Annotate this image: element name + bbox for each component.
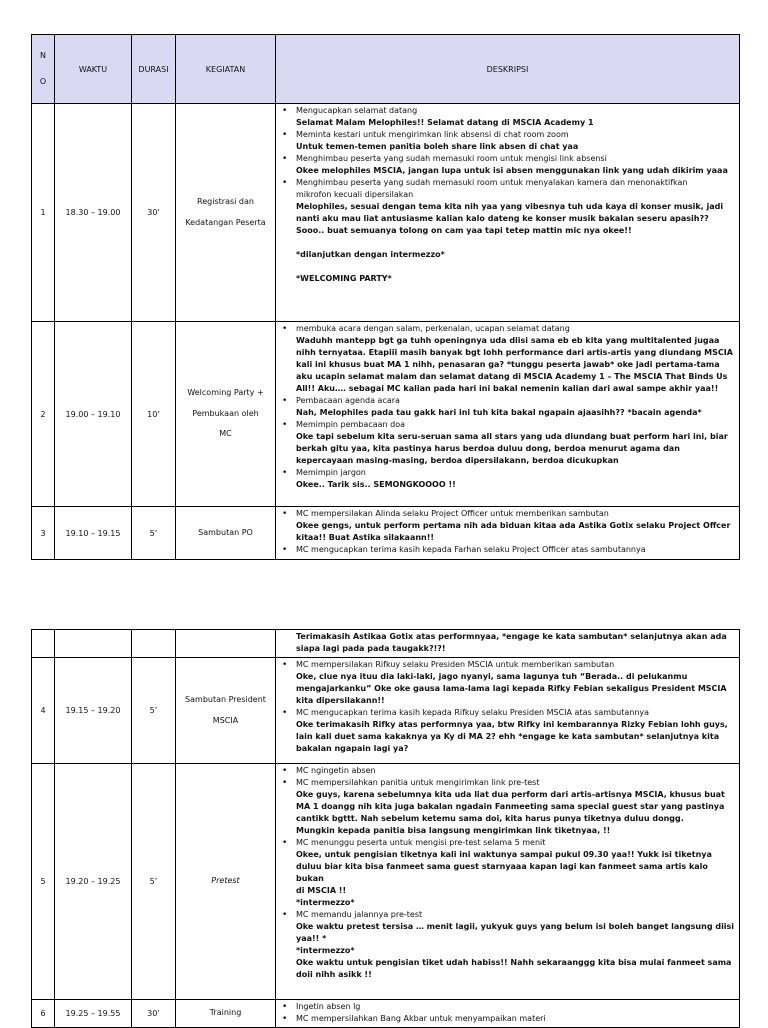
kegiatan-line: Welcoming Party + — [187, 387, 264, 397]
row-waktu: 18.30 – 19.00 — [55, 104, 132, 322]
table-row — [32, 1000, 740, 1028]
description-text: Oke terimakasih Rifky atas performnya yaa, btw Rifky ini kembarannya Rizky Febian lohh guys, — [296, 720, 728, 729]
table-row — [32, 507, 740, 560]
spacer — [296, 261, 735, 273]
description-text: bakalan ngapain lagi ya? — [296, 744, 409, 753]
empty-cell — [176, 630, 276, 658]
empty-cell — [55, 630, 132, 658]
description-item: • MC menunggu peserta untuk mengisi pre-test selama 5 menit — [296, 837, 735, 849]
row-durasi: 30' — [132, 104, 176, 322]
row-number: 5 — [32, 764, 55, 1000]
row-durasi: 10’ — [132, 322, 176, 507]
rundown-table-page-1 — [31, 34, 740, 560]
description-text: mengajarkanku” Oke oke gausa lama-lama lagi kepada Rifky Febian sekaligus President MSCIA — [296, 684, 727, 693]
table-row — [32, 764, 740, 1000]
row-deskripsi — [276, 507, 740, 560]
header-kegiatan: KEGIATAN — [176, 35, 276, 104]
description-text: Oke, clue nya ituu dia laki-laki, jago nyanyi, sama lagunya tuh “Berada.. di pelukanmu — [296, 672, 688, 681]
row-waktu: 19.15 – 19.20 — [55, 658, 132, 764]
continuation-deskripsi — [276, 630, 740, 658]
description-text: Okee melophiles MSCIA, jangan lupa untuk isi absen menggunakan link yang udah dikirim yaaa — [296, 166, 728, 175]
description-item: • MC memandu jalannya pre-test — [296, 909, 735, 921]
description-text: siapa lagi pada pada taugakk?!?! — [296, 644, 446, 653]
row-waktu: 19.00 – 19.10 — [55, 322, 132, 507]
description-text: Untuk temen-temen panitia boleh share link absen di chat yaa — [296, 142, 579, 151]
description-text: Melophiles, sesuai dengan tema kita nih yaa yang vibesnya tuh uda kaya di konser musik, jadi — [296, 202, 724, 211]
row-deskripsi — [276, 658, 740, 764]
description-item: • Menghimbau peserta yang sudah memasuki room untuk mengisi link absensi — [296, 153, 735, 165]
row-number: 2 — [32, 322, 55, 507]
description-text: Oke guys, karena sebelumnya kita uda liat dua perform dari artis-artisnya MSCIA, khusus buat — [296, 790, 725, 799]
kegiatan-line: Pembukaan oleh — [192, 408, 259, 418]
description-item: • MC mengucapkan terima kasih kepada Rifkuy selaku Presiden MSCIA atas sambutannya — [296, 707, 735, 719]
table-row — [32, 104, 740, 322]
kegiatan-line: Training — [209, 1008, 242, 1018]
description-text: di MSCIA !! — [296, 886, 347, 895]
description-item: • Memimpin pembacaan doa — [296, 419, 735, 431]
kegiatan-line: Sambutan PO — [198, 527, 253, 537]
row-kegiatan — [176, 104, 276, 322]
kegiatan-line: Registrasi dan — [197, 196, 254, 206]
table-body — [32, 630, 740, 1028]
description-text: Okee.. Tarik sis.. SEMONGKOOOO !! — [296, 480, 456, 489]
description-text: yaa!! * — [296, 934, 327, 943]
description-item: • membuka acara dengan salam, perkenalan, ucapan selamat datang — [296, 323, 735, 335]
description-item: • Meminta kestari untuk mengirimkan link absensi di chat room zoom — [296, 129, 735, 141]
table-row — [32, 658, 740, 764]
description-text: kali ini khusus buat MA 1 nihh, penasaran ga? *tunggu peserta jawab* oke jadi pertama-tama — [296, 360, 720, 369]
description-text: Mungkin kepada panitia bisa langsung mengirimkan link tiketnyaa, !! — [296, 826, 611, 835]
spacer — [296, 237, 735, 249]
kegiatan-line: Sambutan President — [185, 694, 266, 704]
description-item: • Ingetin absen lg — [296, 1001, 735, 1013]
row-waktu: 19.25 – 19.55 — [55, 1000, 132, 1028]
kegiatan-line: MC — [219, 429, 232, 439]
description-text: nihh ternyataa. Etapiii masih banyak bgt lohh performance dari artis-artis yang diundang MSCIA — [296, 348, 733, 357]
row-durasi: 5’ — [132, 764, 176, 1000]
table-row — [32, 322, 740, 507]
description-item: • MC mempersilahkan panitia untuk mengirimkan link pre-test — [296, 777, 735, 789]
description-text: MA 1 doangg nih kita juga bakalan ngadain Fanmeeting sama special guest star yang pastinya — [296, 802, 725, 811]
description-text: *WELCOMING PARTY* — [296, 274, 392, 283]
row-deskripsi — [276, 104, 740, 322]
description-text: aku ucapin selamat malam dan selamat datang di MSCIA Academy 1 – The MSCIA That Binds Us — [296, 372, 728, 381]
description-text: *intermezzo* — [296, 898, 355, 907]
row-waktu: 19.10 – 19.15 — [55, 507, 132, 560]
row-number: 4 — [32, 658, 55, 764]
description-text: All!! Aku…. sebagai MC kalian pada hari ini bakal nemenin kalian dari awal sampe akhir yaa!! — [296, 384, 719, 393]
description-text: Oke tapi sebelum kita seru-seruan sama all stars yang uda diundang buat perform hari ini, biar — [296, 432, 728, 441]
row-deskripsi — [276, 322, 740, 507]
row-number: 3 — [32, 507, 55, 560]
row-kegiatan — [176, 1000, 276, 1028]
description-text: doii nihh asikk !! — [296, 970, 372, 979]
header-no: N O — [32, 35, 55, 104]
header-waktu: WAKTU — [55, 35, 132, 104]
description-text: berkah gitu yaa, kita pastinya harus berdoa duluu dong, berdoa menurut agama dan — [296, 444, 680, 453]
description-item: • Pembacaan agenda acara — [296, 395, 735, 407]
empty-cell — [32, 630, 55, 658]
table-body — [32, 104, 740, 560]
description-text: kitaa!! Buat Astika silakaann!! — [296, 533, 435, 542]
row-kegiatan — [176, 507, 276, 560]
header-deskripsi: DESKRIPSI — [276, 35, 740, 104]
row-number: 1 — [32, 104, 55, 322]
row-waktu: 19.20 – 19.25 — [55, 764, 132, 1000]
description-item: • MC mempersilakan Alinda selaku Project Officer untuk memberikan sambutan — [296, 508, 735, 520]
description-text: Okee gengs, untuk perform pertama nih ada biduan kitaa ada Astika Gotix selaku Project Offcer — [296, 521, 731, 530]
kegiatan-line: MSCIA — [212, 715, 239, 725]
description-text: kepercayaan masing-masing, berdoa dipersilakann, berdoa dicukupkan — [296, 456, 619, 465]
description-text: cantikk bgttt. Nah sebelum ketemu sama doi, kita harus punya tiketnya duluu dongg. — [296, 814, 684, 823]
header-durasi: DURASI — [132, 35, 176, 104]
description-text: mikrofon kecuali dipersilakan — [296, 190, 414, 199]
description-text: Sooo.. buat semuanya tolong on cam yaa tapi tetep mattin mic nya okee!! — [296, 226, 632, 235]
description-item: • MC mempersilahkan Bang Akbar untuk menyampaikan materi — [296, 1013, 735, 1025]
empty-cell — [132, 630, 176, 658]
row-deskripsi — [276, 764, 740, 1000]
description-item: • MC mempersilakan Rifkuy selaku Presiden MSCIA untuk memberikan sambutan — [296, 659, 735, 671]
row-deskripsi — [276, 1000, 740, 1028]
description-text: nanti aku mau liat antusiasme kalian kalo dateng ke konser musik bakalan seseru apasih?? — [296, 214, 709, 223]
description-item: • MC ngingetin absen — [296, 765, 735, 777]
description-text: lain kali duet sama kakaknya ya Ky di MA 2? ehh *engage ke kata sambutan* selanjutnya kita — [296, 732, 720, 741]
row-number: 6 — [32, 1000, 55, 1028]
description-item: • MC mengucapkan terima kasih kepada Farhan selaku Project Officer atas sambutannya — [296, 544, 735, 556]
description-text: kita dipersilakann!! — [296, 696, 385, 705]
description-text: Okee, untuk pengisian tiketnya kali ini waktunya sampai pukul 09.30 yaa!! Yukk isi tiketnya — [296, 850, 712, 859]
description-text: Oke waktu untuk pengisian tiket udah habiss!! Nahh sekaraanggg kita bisa mulai fanmeet sama — [296, 958, 732, 967]
table-header-row — [32, 35, 740, 104]
kegiatan-line: Pretest — [211, 876, 240, 886]
description-text: Nah, Melophiles pada tau gakk hari ini tuh kita bakal ngapain ajaasihh?? *bacain agenda* — [296, 408, 702, 417]
continuation-row — [32, 630, 740, 658]
row-durasi: 30’ — [132, 1000, 176, 1028]
description-text: duluu biar kita bisa fanmeet sama guest starnyaaa kapan lagi kan fanmeet sama artis kalo bukan — [296, 862, 708, 883]
description-text: Terimakasih Astikaa Gotix atas performnyaa, *engage ke kata sambutan* selanjutnya akan ada — [296, 632, 727, 641]
description-text: *dilanjutkan dengan intermezzo* — [296, 250, 445, 259]
description-text: *intermezzo* — [296, 946, 355, 955]
description-text: Oke waktu pretest tersisa … menit lagii, yukyuk guys yang belum isi boleh banget langsung diisi — [296, 922, 735, 931]
description-text: Selamat Malam Melophiles!! Selamat datang di MSCIA Academy 1 — [296, 118, 594, 127]
row-durasi: 5’ — [132, 507, 176, 560]
row-kegiatan — [176, 658, 276, 764]
row-kegiatan — [176, 764, 276, 1000]
description-item: • Menghimbau peserta yang sudah memasuki room untuk menyalakan kamera dan menonaktifkan — [296, 177, 735, 189]
row-durasi: 5’ — [132, 658, 176, 764]
description-item: • Mengucapkan selamat datang — [296, 105, 735, 117]
description-text: Waduhh mantepp bgt ga tuhh openingnya uda diisi sama eb eb kita yang multitalented jugaa — [296, 336, 720, 345]
rundown-table-page-2 — [31, 629, 740, 1028]
description-item: • Memimpin jargon — [296, 467, 735, 479]
row-kegiatan — [176, 322, 276, 507]
kegiatan-line: Kedatangan Peserta — [185, 217, 266, 227]
